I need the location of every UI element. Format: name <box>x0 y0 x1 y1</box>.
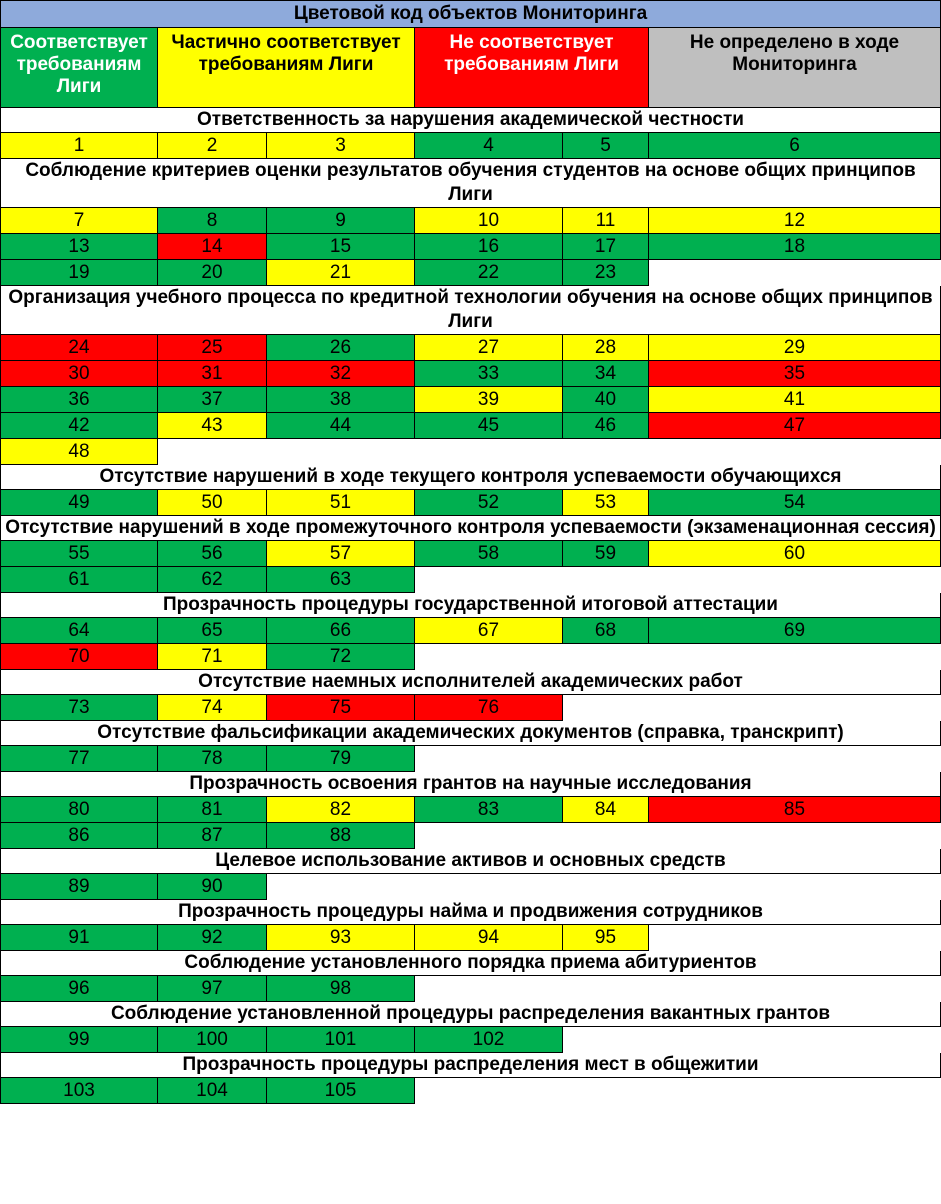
object-row <box>1 695 941 721</box>
empty-cell <box>563 695 941 721</box>
object-cell: 26 <box>267 335 415 361</box>
object-cell: 8 <box>158 208 267 234</box>
object-cell: 40 <box>563 387 649 413</box>
object-row <box>1 133 941 159</box>
object-cell: 15 <box>267 234 415 260</box>
object-cell: 61 <box>1 567 158 593</box>
object-row <box>1 976 941 1002</box>
object-cell: 12 <box>649 208 941 234</box>
object-cell: 45 <box>415 413 563 439</box>
object-cell: 71 <box>158 644 267 670</box>
empty-cell <box>563 1027 941 1053</box>
empty-cell <box>415 1078 941 1104</box>
object-row <box>1 644 941 670</box>
empty-cell <box>415 823 941 849</box>
object-cell: 59 <box>563 541 649 567</box>
section-header-row <box>1 849 941 874</box>
object-row <box>1 1078 941 1104</box>
empty-cell <box>158 439 941 465</box>
object-cell: 62 <box>158 567 267 593</box>
object-cell: 37 <box>158 387 267 413</box>
section-header-row <box>1 159 941 208</box>
object-cell: 23 <box>563 260 649 286</box>
object-row <box>1 208 941 234</box>
object-cell: 102 <box>415 1027 563 1053</box>
object-cell: 77 <box>1 746 158 772</box>
object-cell: 80 <box>1 797 158 823</box>
empty-cell <box>649 260 941 286</box>
object-cell: 46 <box>563 413 649 439</box>
object-row <box>1 618 941 644</box>
section-title: Целевое использование активов и основных средств <box>1 849 941 874</box>
object-cell: 10 <box>415 208 563 234</box>
object-cell: 34 <box>563 361 649 387</box>
section-title: Отсутствие фальсификации академических документов (справка, транскрипт) <box>1 721 941 746</box>
object-row <box>1 490 941 516</box>
object-cell: 63 <box>267 567 415 593</box>
object-cell: 7 <box>1 208 158 234</box>
object-cell: 105 <box>267 1078 415 1104</box>
table-title: Цветовой код объектов Мониторинга <box>1 1 941 28</box>
object-cell: 22 <box>415 260 563 286</box>
section-title: Соблюдение установленной процедуры распределения вакантных грантов <box>1 1002 941 1027</box>
object-cell: 2 <box>158 133 267 159</box>
object-cell: 30 <box>1 361 158 387</box>
object-cell: 91 <box>1 925 158 951</box>
object-cell: 1 <box>1 133 158 159</box>
object-cell: 100 <box>158 1027 267 1053</box>
object-cell: 36 <box>1 387 158 413</box>
object-cell: 72 <box>267 644 415 670</box>
object-cell: 101 <box>267 1027 415 1053</box>
object-cell: 53 <box>563 490 649 516</box>
object-cell: 29 <box>649 335 941 361</box>
object-cell: 98 <box>267 976 415 1002</box>
section-title: Организация учебного процесса по кредитной технологии обучения на основе общих принципов Лиги <box>1 286 941 335</box>
object-cell: 4 <box>415 133 563 159</box>
object-row <box>1 439 941 465</box>
object-cell: 73 <box>1 695 158 721</box>
object-cell: 6 <box>649 133 941 159</box>
object-cell: 51 <box>267 490 415 516</box>
object-cell: 82 <box>267 797 415 823</box>
object-cell: 18 <box>649 234 941 260</box>
object-cell: 78 <box>158 746 267 772</box>
section-header-row <box>1 951 941 976</box>
object-cell: 11 <box>563 208 649 234</box>
object-cell: 84 <box>563 797 649 823</box>
object-cell: 104 <box>158 1078 267 1104</box>
object-cell: 81 <box>158 797 267 823</box>
section-title: Прозрачность процедуры найма и продвижения сотрудников <box>1 900 941 925</box>
object-cell: 70 <box>1 644 158 670</box>
section-header-row <box>1 670 941 695</box>
object-cell: 16 <box>415 234 563 260</box>
object-cell: 41 <box>649 387 941 413</box>
object-cell: 21 <box>267 260 415 286</box>
object-cell: 52 <box>415 490 563 516</box>
object-cell: 9 <box>267 208 415 234</box>
object-cell: 92 <box>158 925 267 951</box>
section-header-row <box>1 465 941 490</box>
object-cell: 32 <box>267 361 415 387</box>
object-cell: 38 <box>267 387 415 413</box>
object-row <box>1 823 941 849</box>
object-cell: 76 <box>415 695 563 721</box>
object-cell: 68 <box>563 618 649 644</box>
object-row <box>1 387 941 413</box>
object-cell: 33 <box>415 361 563 387</box>
object-row <box>1 413 941 439</box>
object-cell: 96 <box>1 976 158 1002</box>
object-cell: 55 <box>1 541 158 567</box>
empty-cell <box>415 644 941 670</box>
object-row <box>1 234 941 260</box>
object-cell: 88 <box>267 823 415 849</box>
object-cell: 24 <box>1 335 158 361</box>
object-row <box>1 361 941 387</box>
object-cell: 65 <box>158 618 267 644</box>
object-cell: 5 <box>563 133 649 159</box>
object-cell: 60 <box>649 541 941 567</box>
legend-compliant: Соответствует требованиям Лиги <box>1 28 158 108</box>
object-cell: 44 <box>267 413 415 439</box>
object-cell: 54 <box>649 490 941 516</box>
object-row <box>1 797 941 823</box>
object-cell: 35 <box>649 361 941 387</box>
section-header-row <box>1 900 941 925</box>
object-row <box>1 335 941 361</box>
object-cell: 39 <box>415 387 563 413</box>
section-header-row <box>1 516 941 541</box>
object-cell: 57 <box>267 541 415 567</box>
object-cell: 58 <box>415 541 563 567</box>
section-title: Соблюдение установленного порядка приема абитуриентов <box>1 951 941 976</box>
object-cell: 89 <box>1 874 158 900</box>
object-cell: 56 <box>158 541 267 567</box>
section-header-row <box>1 593 941 618</box>
object-cell: 19 <box>1 260 158 286</box>
section-title: Отсутствие наемных исполнителей академических работ <box>1 670 941 695</box>
section-title: Прозрачность освоения грантов на научные исследования <box>1 772 941 797</box>
object-cell: 31 <box>158 361 267 387</box>
header-row <box>1 1 941 28</box>
object-cell: 75 <box>267 695 415 721</box>
section-header-row <box>1 721 941 746</box>
legend-noncompliant: Не соответствует требованиям Лиги <box>415 28 649 108</box>
object-row <box>1 874 941 900</box>
legend-undetermined: Не определено в ходе Мониторинга <box>649 28 941 108</box>
object-row <box>1 541 941 567</box>
section-header-row <box>1 286 941 335</box>
empty-cell <box>415 567 941 593</box>
object-cell: 94 <box>415 925 563 951</box>
section-header-row <box>1 1053 941 1078</box>
object-cell: 67 <box>415 618 563 644</box>
empty-cell <box>415 976 941 1002</box>
object-cell: 97 <box>158 976 267 1002</box>
section-title: Отсутствие нарушений в ходе промежуточного контроля успеваемости (экзаменационная сессия) <box>1 516 941 541</box>
object-cell: 74 <box>158 695 267 721</box>
object-cell: 14 <box>158 234 267 260</box>
object-cell: 13 <box>1 234 158 260</box>
object-cell: 48 <box>1 439 158 465</box>
object-cell: 95 <box>563 925 649 951</box>
object-cell: 43 <box>158 413 267 439</box>
legend-partial: Частично соответствует требованиям Лиги <box>158 28 415 108</box>
section-title: Ответственность за нарушения академической честности <box>1 108 941 133</box>
object-cell: 99 <box>1 1027 158 1053</box>
object-cell: 47 <box>649 413 941 439</box>
object-row <box>1 260 941 286</box>
object-row <box>1 1027 941 1053</box>
object-cell: 79 <box>267 746 415 772</box>
object-cell: 93 <box>267 925 415 951</box>
section-title: Прозрачность процедуры распределения мест в общежитии <box>1 1053 941 1078</box>
object-cell: 28 <box>563 335 649 361</box>
section-header-row <box>1 772 941 797</box>
object-cell: 20 <box>158 260 267 286</box>
object-cell: 49 <box>1 490 158 516</box>
object-cell: 50 <box>158 490 267 516</box>
object-row <box>1 567 941 593</box>
object-cell: 86 <box>1 823 158 849</box>
object-cell: 66 <box>267 618 415 644</box>
section-title: Прозрачность процедуры государственной итоговой аттестации <box>1 593 941 618</box>
object-cell: 90 <box>158 874 267 900</box>
object-cell: 42 <box>1 413 158 439</box>
object-cell: 17 <box>563 234 649 260</box>
empty-cell <box>415 746 941 772</box>
empty-cell <box>649 925 941 951</box>
section-header-row <box>1 1002 941 1027</box>
object-row <box>1 746 941 772</box>
section-header-row <box>1 108 941 133</box>
object-cell: 85 <box>649 797 941 823</box>
object-cell: 64 <box>1 618 158 644</box>
empty-cell <box>267 874 941 900</box>
legend-row <box>1 28 941 108</box>
object-cell: 103 <box>1 1078 158 1104</box>
object-cell: 83 <box>415 797 563 823</box>
object-cell: 3 <box>267 133 415 159</box>
section-title: Отсутствие нарушений в ходе текущего контроля успеваемости обучающихся <box>1 465 941 490</box>
object-cell: 87 <box>158 823 267 849</box>
object-cell: 25 <box>158 335 267 361</box>
object-row <box>1 925 941 951</box>
section-title: Соблюдение критериев оценки результатов обучения студентов на основе общих принципов Лиги <box>1 159 941 208</box>
object-cell: 27 <box>415 335 563 361</box>
object-cell: 69 <box>649 618 941 644</box>
